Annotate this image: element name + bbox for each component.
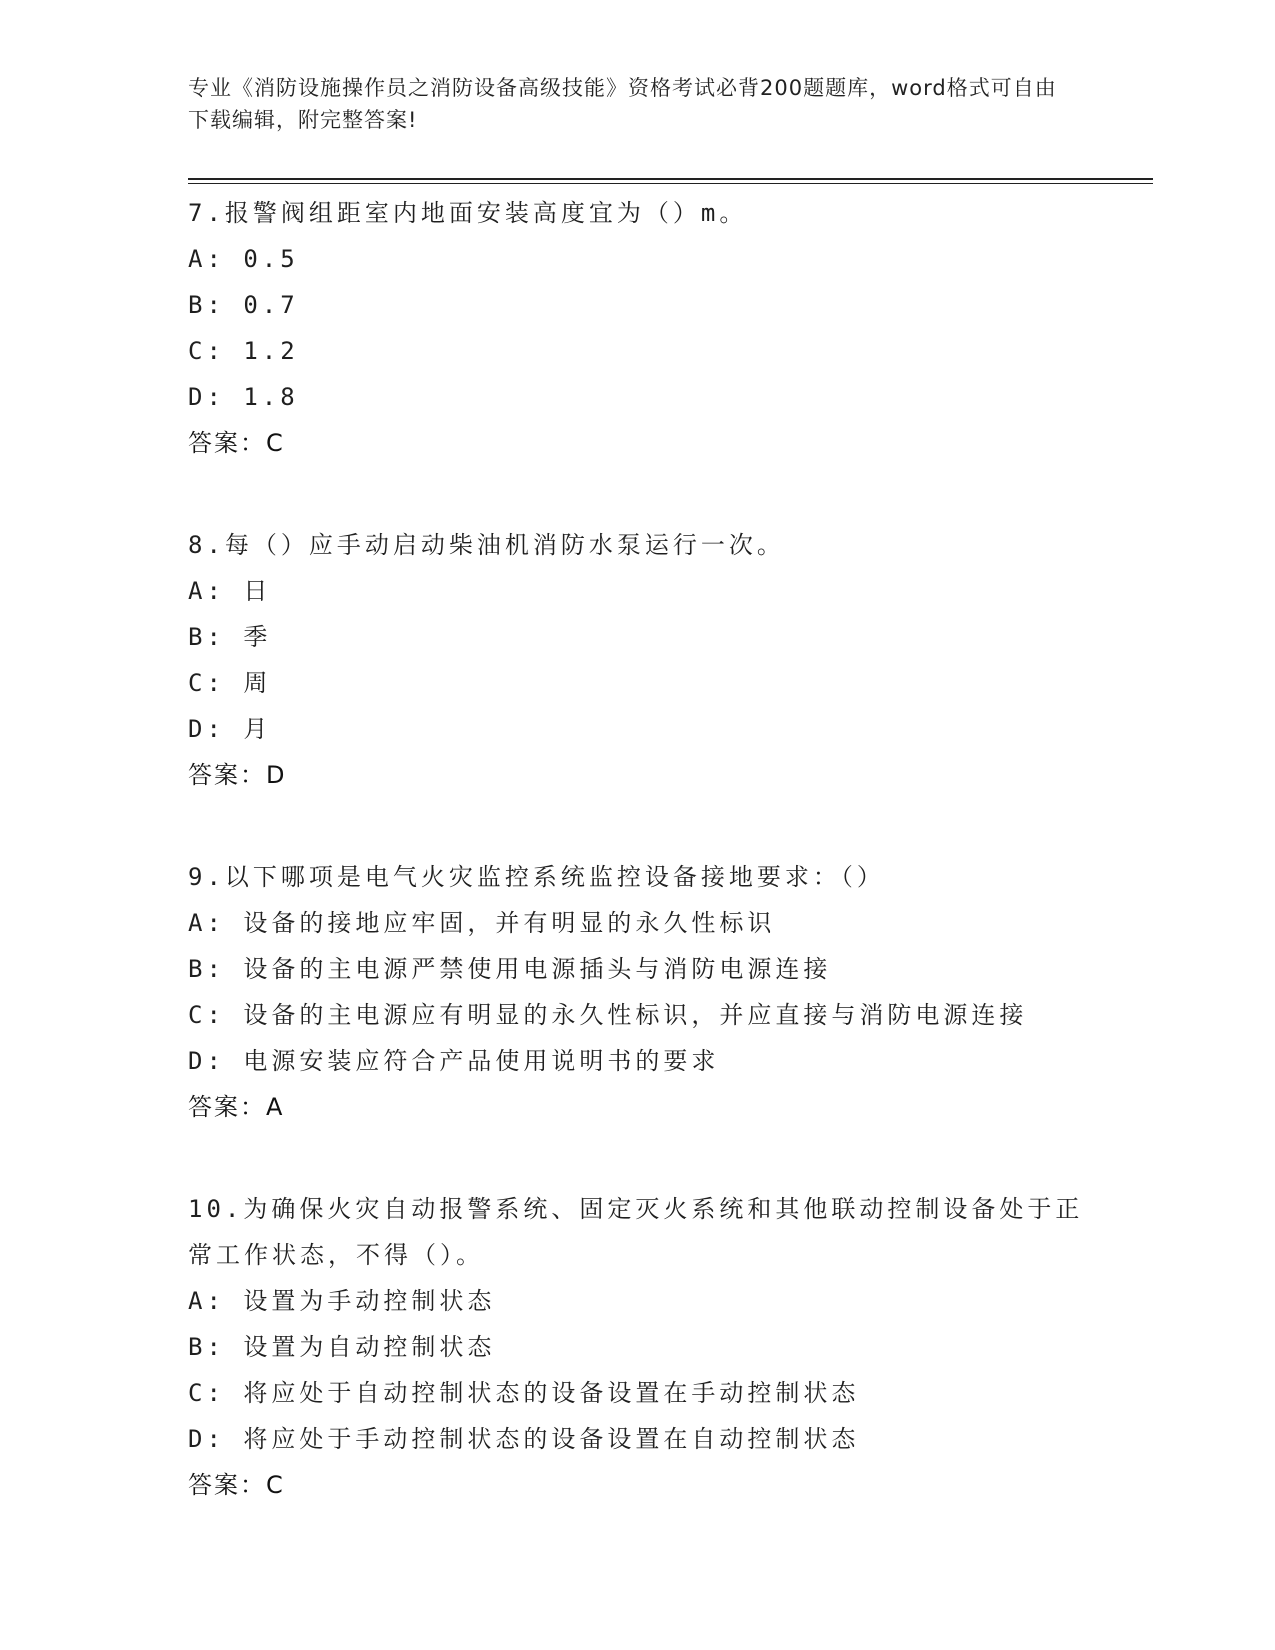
option-c: C: 设备的主电源应有明显的永久性标识，并应直接与消防电源连接 — [188, 1001, 1028, 1029]
option-a: A: 设备的接地应牢固，并有明显的永久性标识 — [188, 909, 776, 937]
header-divider-thick — [188, 178, 1153, 180]
answer-label: 答案：C — [188, 429, 285, 457]
option-d: D: 将应处于手动控制状态的设备设置在自动控制状态 — [188, 1425, 860, 1453]
question-stem: 7.报警阀组距室内地面安装高度宜为（）m。 — [188, 199, 748, 227]
option-d: D: 1.8 — [188, 383, 299, 411]
option-c: C: 1.2 — [188, 337, 299, 365]
question-10 — [188, 1186, 1088, 1508]
option-a: A: 日 — [188, 577, 272, 605]
answer-label: 答案：A — [188, 1093, 285, 1121]
question-9 — [188, 854, 1088, 1130]
question-8 — [188, 522, 1088, 798]
option-b: B: 季 — [188, 623, 272, 651]
option-c: C: 将应处于自动控制状态的设备设置在手动控制状态 — [188, 1379, 860, 1407]
option-a: A: 0.5 — [188, 245, 299, 273]
option-a: A: 设置为手动控制状态 — [188, 1287, 496, 1315]
question-list — [188, 190, 1088, 1564]
question-stem: 9.以下哪项是电气火灾监控系统监控设备接地要求：（） — [188, 863, 885, 891]
question-7 — [188, 190, 1088, 466]
question-stem: 8.每（）应手动启动柴油机消防水泵运行一次。 — [188, 531, 785, 559]
header-divider-thin — [188, 183, 1153, 184]
option-c: C: 周 — [188, 669, 272, 697]
answer-label: 答案：C — [188, 1471, 285, 1499]
option-d: D: 电源安装应符合产品使用说明书的要求 — [188, 1047, 720, 1075]
option-d: D: 月 — [188, 715, 272, 743]
document-header: 专业《消防设施操作员之消防设备高级技能》资格考试必背200题题库，word格式可自由下载编辑，附完整答案! — [188, 76, 1057, 132]
option-b: B: 设备的主电源严禁使用电源插头与消防电源连接 — [188, 955, 832, 983]
option-b: B: 0.7 — [188, 291, 299, 319]
answer-label: 答案：D — [188, 761, 287, 789]
option-b: B: 设置为自动控制状态 — [188, 1333, 496, 1361]
question-stem: 10.为确保火灾自动报警系统、固定灭火系统和其他联动控制设备处于正常工作状态，不得（）。 — [188, 1195, 1084, 1269]
